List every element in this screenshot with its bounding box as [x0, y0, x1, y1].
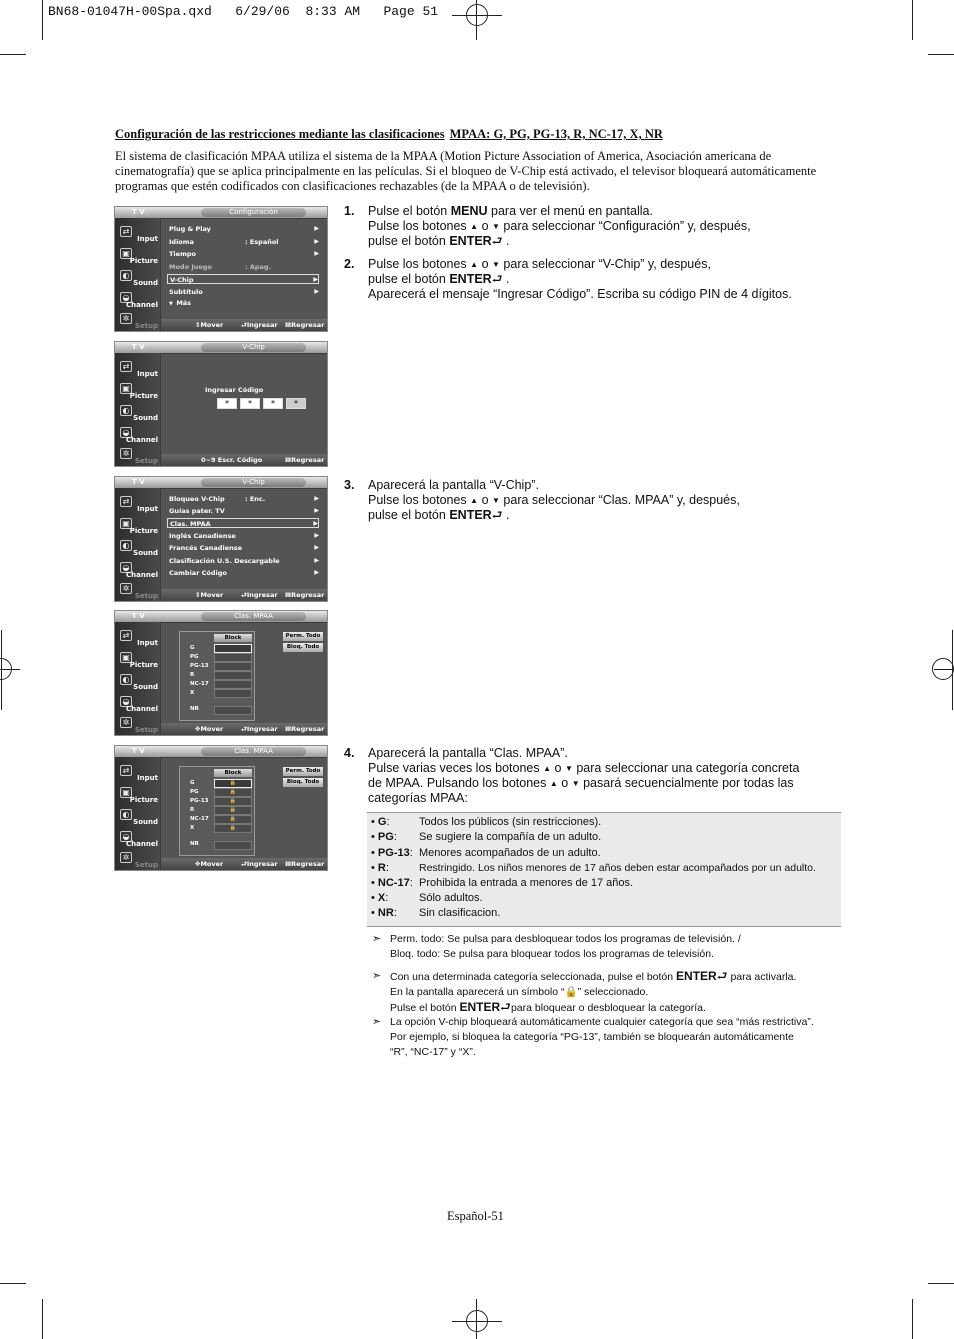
side-item-picture: ▣ Picture	[117, 246, 160, 268]
sound-icon: ◐	[120, 270, 132, 281]
rating-label: NR	[190, 841, 199, 847]
rating-label: NC-17	[190, 816, 209, 822]
lock-icon: 🔒	[214, 797, 252, 806]
gear-icon: ✲	[120, 717, 132, 728]
down-arrow-icon: ▼	[571, 779, 580, 788]
rating-label: X	[190, 690, 195, 696]
code-digit: *	[263, 398, 283, 409]
gear-icon: ✲	[120, 313, 132, 324]
menu-tab: Clas. MPAA	[201, 747, 306, 756]
tv-screen-configuracion	[114, 206, 328, 332]
registration-line	[476, 1299, 477, 1339]
code-prompt: Ingresar Código	[205, 386, 264, 394]
mpaa-grid	[179, 631, 255, 721]
side-menu	[115, 353, 160, 467]
channel-icon: ◒	[120, 562, 132, 573]
up-arrow-icon: ▲	[543, 764, 552, 773]
step-number: 2.	[344, 257, 355, 271]
lock-icon: 🔒	[214, 806, 252, 815]
side-item-input: ⇄ Input	[117, 494, 160, 516]
menu-tab: V-Chip	[201, 478, 306, 487]
side-item-sound: ◐ Sound	[117, 807, 160, 829]
title-part2: MPAA: G, PG, PG-13, R, NC-17, X, NR	[449, 127, 663, 141]
note-3: ➣ La opción V-chip bloqueará automáticamente cualquier categoría que sea “más restrictiva”. Por ejemplo, si bloquea la categoría “PG-13”, también se bloquearán automáticamente “R”, “NC-17” y “X”.	[372, 1016, 814, 1058]
rating-label: X	[190, 825, 195, 831]
side-item-setup: ✲ Setup	[117, 446, 160, 467]
page-number: Español-51	[447, 1209, 504, 1223]
menu-footer: ✥Mover ⮐Ingresar ⅢRegresar	[161, 858, 327, 870]
table-row: • NR: Sin clasificacion.	[371, 907, 501, 919]
table-row: • PG-13: Menores acompañados de un adulto.	[371, 847, 601, 859]
input-icon: ⇄	[120, 765, 132, 776]
rating-label: PG	[190, 654, 199, 660]
step-3: 3. Aparecerá la pantalla “V-Chip”. Pulse los botones ▲ o ▼ para seleccionar “Clas. MPAA” y, después, pulse el botón ENTER⮐ .	[344, 478, 740, 522]
input-icon: ⇄	[120, 361, 132, 372]
menu-row-selected: V-Chip ▶	[167, 274, 319, 284]
note-marker-icon: ➣	[372, 933, 382, 945]
block-cell	[214, 644, 252, 653]
table-row: • NC-17: Prohibida la entrada a menores de 17 años.	[371, 877, 634, 889]
side-item-channel: ◒ Channel	[117, 290, 160, 312]
block-header: Block	[214, 769, 252, 777]
gear-icon: ✲	[120, 583, 132, 594]
block-cell	[214, 689, 252, 698]
side-item-sound: ◐ Sound	[117, 403, 160, 425]
perm-todo-button: Perm. Todo	[283, 632, 323, 641]
note-2: ➣ Con una determinada categoría seleccionada, pulse el botón ENTER⮐ para activarla. En la pantalla aparecerá un símbolo “🔒” seleccionado. Pulse el botón ENTER⮐para bloquear o desbloquear la categoría.	[372, 969, 797, 1014]
tv-label: T V	[132, 478, 145, 486]
code-digit: *	[240, 398, 260, 409]
menu-row: Cambiar Código ▶	[169, 569, 319, 577]
side-item-setup: ✲ Setup	[117, 850, 160, 871]
channel-icon: ◒	[120, 292, 132, 303]
crop-mark	[928, 1283, 954, 1284]
rating-label: G	[190, 645, 195, 651]
crop-mark	[912, 0, 913, 40]
side-item-channel: ◒ Channel	[117, 560, 160, 582]
table-row: • R: Restringido. Los niños menores de 17 años deben estar acompañados por un adulto.	[371, 862, 816, 874]
side-menu	[115, 218, 160, 332]
rating-label: NC-17	[190, 681, 209, 687]
side-item-input: ⇄ Input	[117, 359, 160, 381]
lock-icon: 🔒	[214, 779, 252, 788]
tv-screen-vchip-code	[114, 341, 328, 467]
table-row: • G: Todos los públicos (sin restricciones).	[371, 816, 602, 828]
tv-label: T V	[132, 747, 145, 755]
intro-paragraph: El sistema de clasificación MPAA utiliza el sistema de la MPAA (Motion Picture Association of America, Asociación americana de cinematografía) que se aplica principalmente en las películas. Si el bloqueo de V-Chip está activado, el televisor bloqueará automáticamente programas que estén codificados con clasificaciones rechazables (de la MPAA o de televisión).	[115, 149, 817, 193]
down-arrow-icon: ▼	[492, 496, 500, 505]
tv-label: T V	[132, 208, 145, 216]
step-1: 1. Pulse el botón MENU para ver el menú en pantalla. Pulse los botones ▲ o ▼ para seleccionar “Configuración” y, después, pulse el botón ENTER⮐ .	[344, 204, 751, 248]
channel-icon: ◒	[120, 831, 132, 842]
perm-todo-button: Perm. Todo	[283, 767, 323, 776]
crop-mark	[928, 54, 954, 55]
menu-row: Subtítulo ▶	[169, 288, 319, 296]
block-header: Block	[214, 634, 252, 642]
picture-icon: ▣	[120, 248, 132, 259]
enter-icon: ⮐	[491, 234, 503, 248]
menu-row: Clasificación U.S. Descargable ▶	[169, 557, 319, 565]
gear-icon: ✲	[120, 448, 132, 459]
up-arrow-icon: ▲	[549, 779, 558, 788]
input-icon: ⇄	[120, 630, 132, 641]
down-arrow-icon: ▼	[492, 222, 500, 231]
up-arrow-icon: ▲	[470, 260, 479, 269]
side-item-picture: ▣ Picture	[117, 650, 160, 672]
registration-line	[0, 669, 20, 670]
side-item-channel: ◒ Channel	[117, 425, 160, 447]
enter-icon: ⮐	[491, 508, 503, 522]
side-item-picture: ▣ Picture	[117, 785, 160, 807]
side-menu	[115, 757, 160, 871]
menu-tab: Clas. MPAA	[201, 612, 306, 621]
registration-line	[934, 669, 954, 670]
mpaa-grid	[179, 766, 255, 856]
ratings-table	[367, 812, 841, 927]
side-menu	[115, 488, 160, 602]
menu-row: Francés Canadiense ▶	[169, 544, 319, 552]
menu-row: Bloqueo V-Chip : Enc. ▶	[169, 495, 319, 503]
side-item-input: ⇄ Input	[117, 628, 160, 650]
block-cell	[214, 841, 252, 850]
picture-icon: ▣	[120, 652, 132, 663]
tv-label: T V	[132, 343, 145, 351]
enter-icon: ⮐	[491, 272, 503, 286]
registration-line	[452, 1321, 502, 1322]
sound-icon: ◐	[120, 405, 132, 416]
up-arrow-icon: ▲	[470, 496, 479, 505]
side-item-setup: ✲ Setup	[117, 715, 160, 736]
rating-label: NR	[190, 706, 199, 712]
menu-footer: ⇕Mover ⮐Ingresar ⅢRegresar	[161, 589, 327, 601]
registration-line	[1, 630, 2, 710]
down-arrow-icon: ▼	[564, 764, 573, 773]
registration-line	[452, 15, 502, 16]
step-2: 2. Pulse los botones ▲ o ▼ para seleccionar “V-Chip” y, después, pulse el botón ENTER⮐ . Aparecerá el mensaje “Ingresar Código”. Escriba su código PIN de 4 dígitos.	[344, 257, 792, 301]
menu-row-selected: Clas. MPAA ▶	[167, 518, 319, 528]
crop-mark	[0, 54, 26, 55]
up-arrow-icon: ▲	[470, 222, 479, 231]
crop-mark	[42, 0, 43, 40]
menu-footer: ⇕Mover ⮐Ingresar ⅢRegresar	[161, 319, 327, 331]
bloq-todo-button: Bloq. Todo	[283, 643, 323, 652]
block-cell	[214, 680, 252, 689]
rating-label: R	[190, 672, 195, 678]
side-item-channel: ◒ Channel	[117, 694, 160, 716]
input-icon: ⇄	[120, 496, 132, 507]
step-number: 1.	[344, 204, 355, 218]
block-cell	[214, 671, 252, 680]
gear-icon: ✲	[120, 852, 132, 863]
side-item-setup: ✲ Setup	[117, 581, 160, 602]
side-item-picture: ▣ Picture	[117, 381, 160, 403]
enter-icon: ⮐	[500, 1000, 511, 1014]
menu-row: Idioma : Español ▶	[169, 238, 319, 246]
print-header: BN68-01047H-00Spa.qxd 6/29/06 8:33 AM Page 51	[48, 4, 439, 19]
tv-screen-mpaa-locked	[114, 745, 328, 871]
menu-row: Inglés Canadiense ▶	[169, 532, 319, 540]
picture-icon: ▣	[120, 383, 132, 394]
lock-icon: 🔒	[564, 986, 578, 998]
tv-screen-mpaa	[114, 610, 328, 736]
rating-label: G	[190, 780, 195, 786]
menu-row: ▼ Más	[169, 299, 192, 307]
registration-line	[952, 630, 953, 710]
menu-footer: ✥Mover ⮐Ingresar ⅢRegresar	[161, 723, 327, 735]
menu-row: Tiempo ▶	[169, 250, 319, 258]
bloq-todo-button: Bloq. Todo	[283, 778, 323, 787]
code-digit: *	[286, 398, 306, 409]
tv-label: T V	[132, 612, 145, 620]
note-marker-icon: ➣	[372, 970, 382, 982]
picture-icon: ▣	[120, 518, 132, 529]
side-item-sound: ◐ Sound	[117, 672, 160, 694]
crop-mark	[42, 1299, 43, 1339]
sound-icon: ◐	[120, 809, 132, 820]
block-cell	[214, 653, 252, 662]
registration-line	[476, 0, 477, 40]
rating-label: PG-13	[190, 663, 209, 669]
sound-icon: ◐	[120, 540, 132, 551]
step-number: 3.	[344, 478, 355, 492]
side-item-picture: ▣ Picture	[117, 516, 160, 538]
side-item-channel: ◒ Channel	[117, 829, 160, 851]
side-item-sound: ◐ Sound	[117, 268, 160, 290]
lock-icon: 🔒	[214, 815, 252, 824]
menu-row: Guías pater. TV ▶	[169, 507, 319, 515]
block-cell	[214, 662, 252, 671]
sound-icon: ◐	[120, 674, 132, 685]
title-part1: Configuración de las restricciones mediante las clasificaciones	[115, 127, 445, 141]
down-arrow-icon: ▼	[492, 260, 500, 269]
side-item-input: ⇄ Input	[117, 763, 160, 785]
input-icon: ⇄	[120, 226, 132, 237]
menu-footer: 0~9 Escr. Código ⅢRegresar	[161, 454, 327, 466]
note-1: ➣ Perm. todo: Se pulsa para desbloquear todos los programas de televisión. / Bloq. todo: Se pulsa para bloquear todos los programas de televisión.	[372, 933, 741, 960]
rating-label: R	[190, 807, 195, 813]
rating-label: PG	[190, 789, 199, 795]
enter-icon: ⮐	[716, 969, 728, 983]
block-cell	[214, 706, 252, 715]
rating-label: PG-13	[190, 798, 209, 804]
menu-tab: Configuración	[201, 208, 306, 217]
side-menu	[115, 622, 160, 736]
crop-mark	[912, 1299, 913, 1339]
menu-row: Modo Juego : Apag.	[169, 263, 272, 271]
menu-tab: V-Chip	[201, 343, 306, 352]
side-item-input: ⇄ Input	[117, 224, 160, 246]
step-4: 4. Aparecerá la pantalla “Clas. MPAA”. Pulse varias veces los botones ▲ o ▼ para seleccionar una categoría concreta de MPAA. Pulsando los botones ▲ o ▼ pasará secuencialmente por todas las categorías MPAA:	[344, 746, 800, 805]
menu-row: Plug & Play ▶	[169, 225, 319, 233]
side-item-setup: ✲ Setup	[117, 311, 160, 332]
step-number: 4.	[344, 746, 355, 760]
code-digit: *	[217, 398, 237, 409]
side-item-sound: ◐ Sound	[117, 538, 160, 560]
crop-mark	[0, 1283, 26, 1284]
note-marker-icon: ➣	[372, 1016, 382, 1028]
channel-icon: ◒	[120, 696, 132, 707]
tv-screen-vchip-menu	[114, 476, 328, 602]
lock-icon: 🔒	[214, 788, 252, 797]
table-row: • X: Sólo adultos.	[371, 892, 483, 904]
lock-icon: 🔒	[214, 824, 252, 833]
picture-icon: ▣	[120, 787, 132, 798]
channel-icon: ◒	[120, 427, 132, 438]
table-row: • PG: Se sugiere la compañía de un adulto.	[371, 831, 602, 843]
section-title	[115, 127, 663, 142]
